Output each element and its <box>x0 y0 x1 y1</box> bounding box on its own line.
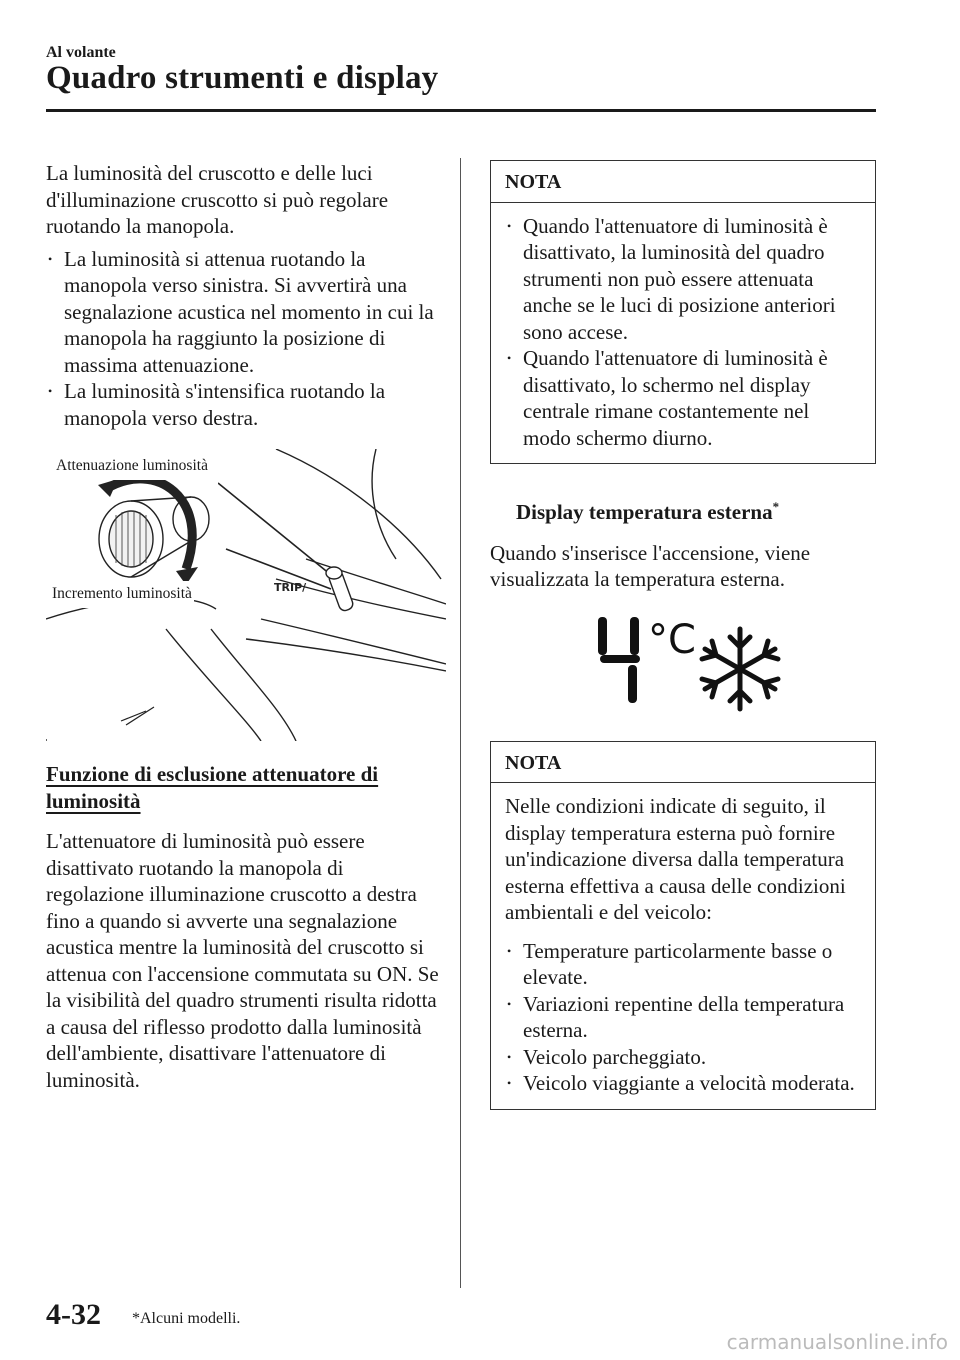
list-item: • La luminosità si attenua ruotando la manopola verso sinistra. Si avvertirà una segnalazione acustica nel momento in cui la manopola ha raggiunto la posizione di massima attenuazione. <box>46 246 446 379</box>
dimmer-knob-illustration <box>46 449 446 741</box>
brightness-bullet-list <box>46 246 446 432</box>
column-divider <box>460 158 461 1288</box>
watermark: carmanualsonline.info <box>726 1330 948 1354</box>
note-heading: NOTA <box>491 742 875 784</box>
note-bullet-list <box>505 938 861 1097</box>
temperature-display-figure <box>490 611 876 721</box>
note-bullet-list <box>505 213 861 452</box>
note-box <box>490 741 876 1110</box>
note-body <box>491 203 875 464</box>
intro-paragraph: La luminosità del cruscotto e delle luci d'illuminazione cruscotto si può regolare ruotando la manopola. <box>46 161 389 238</box>
note-box <box>490 160 876 464</box>
snowflake-icon <box>702 629 778 709</box>
brighten-label: Incremento luminosità <box>50 581 194 608</box>
list-item: • Veicolo parcheggiato. <box>505 1044 861 1071</box>
celsius-unit: °C <box>648 616 696 663</box>
list-item: • Temperature particolarmente basse o elevate. <box>505 938 861 991</box>
note-intro: Nelle condizioni indicate di seguito, il display temperatura esterna può fornire un'indicazione diversa dalla temperatura esterna effettiva a causa delle condizioni ambientali e del veicolo: <box>505 794 846 924</box>
right-column <box>490 160 876 1110</box>
section-label: Al volante <box>46 44 116 61</box>
list-item: • Quando l'attenuatore di luminosità è disattivato, lo schermo nel display centrale rimane costantemente nel modo schermo diurno. <box>505 345 861 451</box>
dim-label: Attenuazione luminosità <box>54 453 210 480</box>
section-subheading: Funzione di esclusione attenuatore di luminosità <box>46 762 379 813</box>
page-title: Quadro strumenti e display <box>46 60 439 96</box>
list-item: • La luminosità s'intensifica ruotando la manopola verso destra. <box>46 378 446 431</box>
note-body <box>491 783 875 1109</box>
footnote: *Alcuni modelli. <box>132 1310 241 1327</box>
list-item: • Variazioni repentine della temperatura esterna. <box>505 991 861 1044</box>
footnote-mark: * <box>772 499 780 514</box>
temperature-heading <box>490 494 876 526</box>
temperature-paragraph: Quando s'inserisce l'accensione, viene visualizzata la temperatura esterna. <box>490 540 811 591</box>
trip-knob-label: TRIP/ <box>274 581 307 594</box>
left-column <box>46 160 446 1093</box>
page-number: 4-32 <box>46 1298 101 1331</box>
list-item: • Veicolo viaggiante a velocità moderata. <box>505 1070 861 1097</box>
digit-segments <box>598 617 640 703</box>
temperature-display-drawing <box>490 611 876 721</box>
note-heading: NOTA <box>491 161 875 203</box>
temperature-heading-text: Display temperatura esterna <box>516 500 773 524</box>
list-item: • Quando l'attenuatore di luminosità è disattivato, la luminosità del quadro strumenti non può essere attenuata anche se le luci di posizione anteriori sono accese. <box>505 213 861 346</box>
title-rule <box>46 109 876 112</box>
dimmer-cancel-paragraph: L'attenuatore di luminosità può essere disattivato ruotando la manopola di regolazione illuminazione cruscotto a destra fino a quando si avverte una segnalazione acustica mentre la luminosità del cruscotto si attenua con l'accensione commutata su ON. Se la visibilità del quadro strumenti risulta ridotta a causa del riflesso prodotto dalla luminosità dell'ambiente, disattivare l'attenuatore di luminosità. <box>46 829 439 1092</box>
